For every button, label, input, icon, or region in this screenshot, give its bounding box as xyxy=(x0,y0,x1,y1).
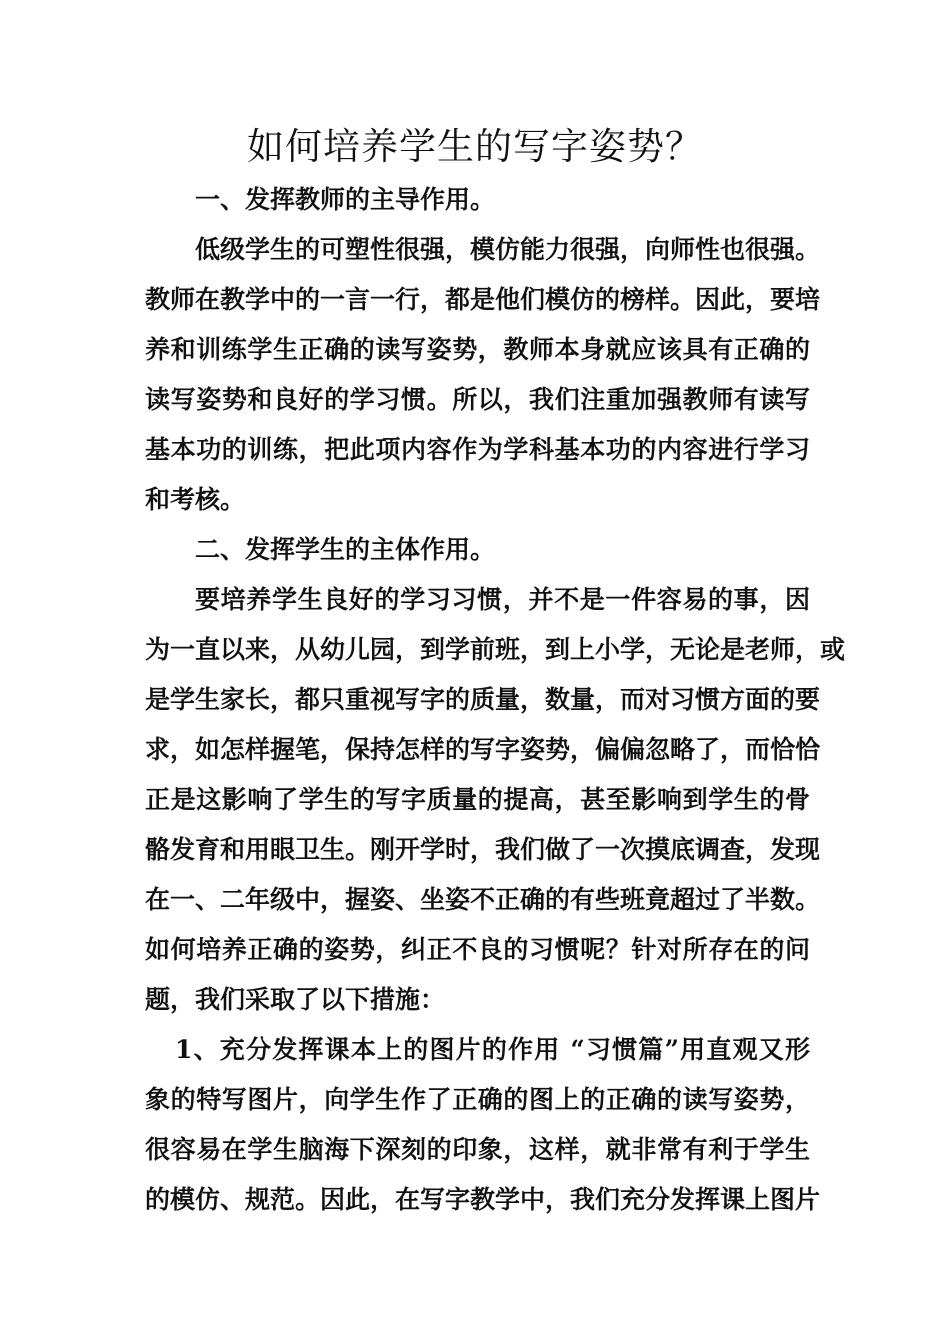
paragraph-1-line-1: 低级学生的可塑性很强，模仿能力很强，向师性也很强。 xyxy=(195,235,821,264)
paragraph-3-line-4: 的模仿、规范。因此，在写字教学中，我们充分发挥课上图片 xyxy=(145,1185,821,1214)
paragraph-1-line-3: 养和训练学生正确的读写姿势，教师本身就应该具有正确的 xyxy=(145,335,810,364)
section-heading-2: 二、发挥学生的主体作用。 xyxy=(195,535,496,564)
paragraph-3-line-2: 象的特写图片，向学生作了正确的图上的正确的读写姿势， xyxy=(145,1085,810,1114)
paragraph-1-line-2: 教师在教学中的一言一行，都是他们模仿的榜样。因此，要培 xyxy=(145,285,821,314)
paragraph-3-line-1: 1、充分发挥课本上的图片的作用 “习惯篇”用直观又形 xyxy=(175,1035,810,1064)
paragraph-1-line-6: 和考核。 xyxy=(145,485,246,514)
paragraph-2-line-3: 是学生家长，都只重视写字的质量，数量，而对习惯方面的要 xyxy=(145,685,821,714)
paragraph-2-line-9: 题，我们采取了以下措施： xyxy=(145,985,446,1014)
document-body xyxy=(145,175,846,1225)
paragraph-2-line-7: 在一、二年级中，握姿、坐姿不正确的有些班竟超过了半数。 xyxy=(145,885,821,914)
paragraph-2-line-2: 为一直以来，从幼儿园，到学前班，到上小学，无论是老师，或 xyxy=(145,635,846,664)
paragraph-2-line-4: 求，如怎样握笔，保持怎样的写字姿势，偏偏忽略了，而恰恰 xyxy=(145,735,821,764)
section-heading-1: 一、发挥教师的主导作用。 xyxy=(195,185,496,214)
paragraph-1-line-5: 基本功的训练，把此项内容作为学科基本功的内容进行学习 xyxy=(145,435,810,464)
paragraph-2-line-5: 正是这影响了学生的写字质量的提高，甚至影响到学生的骨 xyxy=(145,785,810,814)
paragraph-1-line-4: 读写姿势和良好的学习惯。所以，我们注重加强教师有读写 xyxy=(145,385,810,414)
document-title: 如何培养学生的写字姿势？ xyxy=(247,125,703,168)
paragraph-3-line-3: 很容易在学生脑海下深刻的印象，这样，就非常有利于学生 xyxy=(145,1135,810,1164)
paragraph-2-line-1: 要培养学生良好的学习习惯，并不是一件容易的事，因 xyxy=(195,585,810,614)
paragraph-2-line-6: 骼发育和用眼卫生。刚开学时，我们做了一次摸底调查，发现 xyxy=(145,835,821,864)
paragraph-2-line-8: 如何培养正确的姿势，纠正不良的习惯呢？针对所存在的问 xyxy=(145,935,810,964)
